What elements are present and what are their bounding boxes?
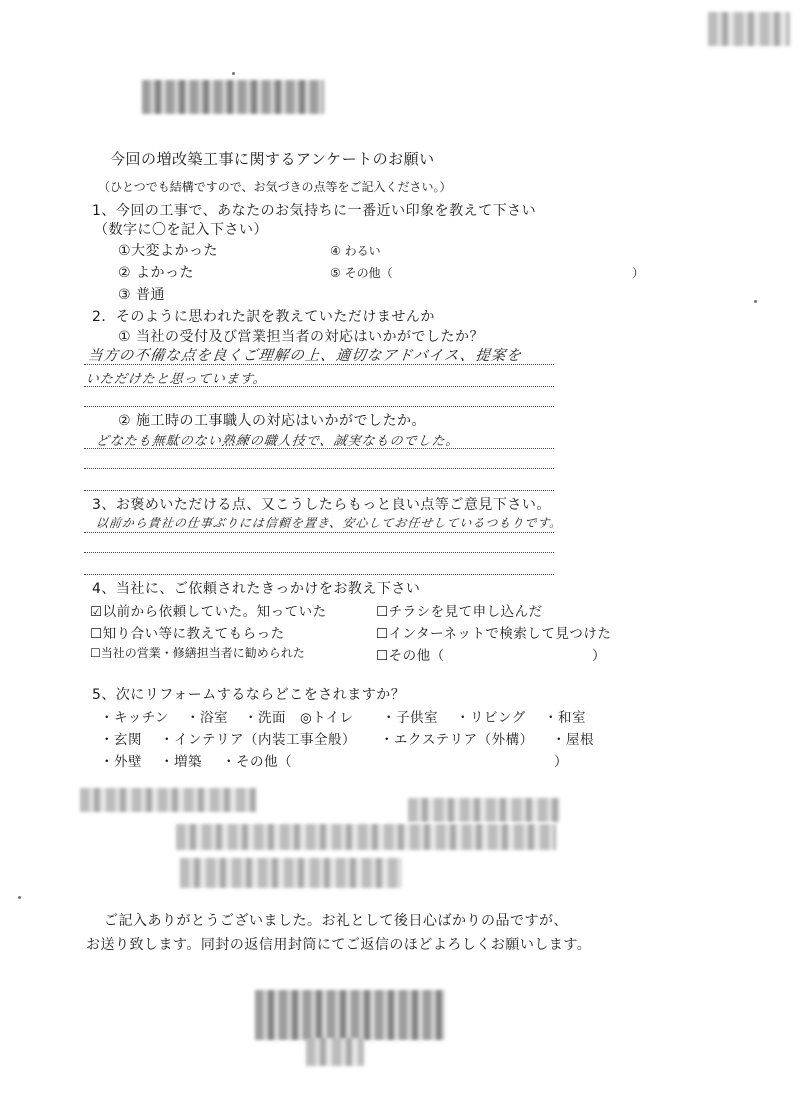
- q5-row3-item-3[interactable]: ・その他（: [222, 754, 292, 770]
- q1-option-2[interactable]: ② よかった: [118, 265, 195, 281]
- q4-option-4[interactable]: ☐インターネットで検索して見つけた: [376, 626, 612, 642]
- q4-option-5[interactable]: ☐当社の営業・修繕担当者に勧められた: [90, 646, 305, 660]
- q1-note: （数字に〇を記入下さい）: [94, 222, 268, 238]
- q5-row1-item-6[interactable]: ・リビング: [456, 710, 526, 726]
- q4-option-3[interactable]: ☐知り合い等に教えてもらった: [90, 626, 285, 642]
- q2-answer-1-rule-3: [84, 406, 554, 407]
- q4-heading: 4、当社に、ご依頼されたきっかけをお教え下さい: [92, 581, 421, 597]
- q5-row1-item-2[interactable]: ・浴室: [186, 710, 228, 726]
- q2-sub-2: ② 施工時の工事職人の対応はいかがでしたか。: [118, 413, 426, 429]
- q5-row1-item-3[interactable]: ・洗面: [244, 710, 286, 726]
- q1-option-5[interactable]: ⑤ その他（: [330, 266, 393, 280]
- redacted-top-right: [708, 12, 790, 46]
- q5-row2-item-1[interactable]: ・玄関: [100, 732, 142, 748]
- scan-speck: [232, 72, 235, 75]
- q3-heading: 3、お褒めいただける点、又こうしたらもっと良い点等ご意見下さい。: [92, 497, 551, 513]
- q5-heading: 5、次にリフォームするならどこをされますか？: [92, 687, 406, 703]
- q4-option-6[interactable]: ☐その他（: [376, 648, 445, 664]
- q1-heading: 1、今回の工事で、あなたのお気持ちに一番近い印象を教えて下さい: [92, 203, 537, 219]
- q5-row3-item-1[interactable]: ・外壁: [100, 754, 142, 770]
- q3-answer-line-1: 以前から貴社の仕事ぶりには信頼を置き、安心してお任せしているつもりです。: [95, 516, 564, 530]
- redacted-signature: [408, 798, 560, 822]
- q5-row1-item-5[interactable]: ・子供室: [382, 710, 438, 726]
- q3-answer-rule-1: [84, 532, 554, 533]
- q5-row2-item-3[interactable]: ・エクステリア（外構）: [380, 732, 534, 748]
- redacted-company-stamp-tail: [306, 1038, 364, 1066]
- redacted-address-2: [180, 858, 402, 888]
- q2-answer-2-rule-2: [84, 468, 554, 469]
- redacted-date: [80, 788, 256, 812]
- q4-option-2[interactable]: ☐チラシを見て申し込んだ: [376, 604, 543, 620]
- scan-speck: [754, 300, 757, 303]
- redacted-address-1: [176, 824, 556, 850]
- q5-row1-item-7[interactable]: ・和室: [544, 710, 586, 726]
- q3-answer-rule-3: [84, 574, 554, 575]
- q1-option-4[interactable]: ④ わるい: [330, 244, 381, 258]
- closing-line-2: お送り致します。同封の返信用封筒にてご返信のほどよろしくお願いします。: [86, 937, 592, 953]
- q2-answer-2-line-1: どなたも無駄のない熟練の職人技で、誠実なものでした。: [95, 434, 461, 449]
- q2-heading: 2．そのように思われた訳を教えていただけませんか: [92, 309, 435, 325]
- q5-row1-item-4[interactable]: ◎トイレ: [300, 710, 354, 726]
- survey-subtitle: （ひとつでも結構ですので、お気づきの点等をご記入ください。）: [98, 180, 452, 194]
- q2-answer-1-rule-1: [84, 364, 554, 365]
- q1-option-1[interactable]: ①大変よかった: [118, 243, 219, 259]
- q5-row2-item-4[interactable]: ・屋根: [552, 732, 594, 748]
- q2-sub-1: ① 当社の受付及び営業担当者の対応はいかがでしたか？: [118, 329, 484, 345]
- q2-answer-2-rule-1: [84, 448, 554, 449]
- q4-option-1[interactable]: ☑以前から依頼していた。知っていた: [90, 604, 327, 620]
- scan-speck: [18, 896, 21, 899]
- q2-answer-2-rule-3: [84, 490, 554, 491]
- q4-option-6-close: ）: [592, 648, 606, 664]
- q5-row3-item-2[interactable]: ・増築: [160, 754, 202, 770]
- q2-answer-1-line-2: いただけたと思っています。: [85, 372, 268, 387]
- redacted-company-stamp: [255, 990, 445, 1040]
- q1-option-5-close: ）: [632, 266, 645, 280]
- closing-line-1: ご記入ありがとうございました。お礼として後日心ばかりの品ですが、: [104, 913, 568, 929]
- q3-answer-rule-2: [84, 552, 554, 553]
- q1-option-3[interactable]: ③ 普通: [118, 287, 166, 303]
- redacted-header-name: [142, 80, 324, 114]
- q5-row2-item-2[interactable]: ・インテリア（内装工事全般）: [160, 732, 356, 748]
- q2-answer-1-line-1: 当方の不備な点を良くご理解の上、適切なアドバイス、提案を: [87, 348, 523, 364]
- q5-row1-item-1[interactable]: ・キッチン: [100, 710, 170, 726]
- q5-row3-close: ）: [554, 754, 568, 770]
- q2-answer-1-rule-2: [84, 386, 554, 387]
- survey-title: 今回の増改築工事に関するアンケートのお願い: [110, 150, 435, 168]
